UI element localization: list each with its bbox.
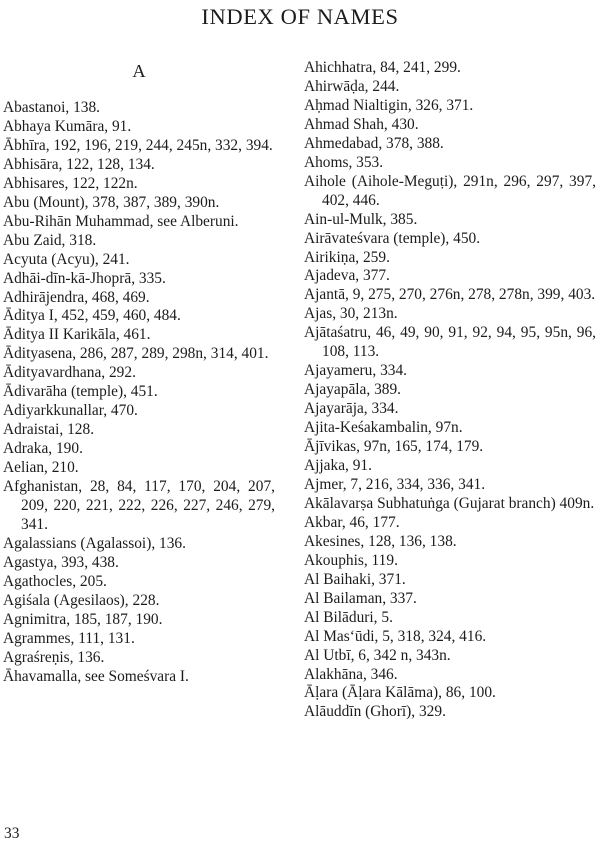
index-entry: Aḥmad Nialtigin, 326, 371. bbox=[304, 96, 474, 114]
index-entry: Ahirwāḍa, 244. bbox=[304, 77, 400, 95]
index-entry: Abastanoi, 138. bbox=[3, 99, 101, 116]
index-entry: Āhavamalla, see Someśvara I. bbox=[3, 667, 189, 685]
index-entry: Āditya I, 452, 459, 460, 484. bbox=[3, 307, 181, 325]
index-entry: Akbar, 46, 177. bbox=[304, 513, 400, 531]
index-entry: Adiyarkkunallar, 470. bbox=[3, 402, 138, 420]
index-entry: Abhisāra, 122, 128, 134. bbox=[3, 155, 155, 173]
index-entry: Abu Zaid, 318. bbox=[3, 231, 97, 249]
index-entry: Ahichhatra, 84, 241, 299. bbox=[304, 59, 461, 76]
index-entry: Akālavarṣa Subhatuṅga (Gujarat branch) 409n. bbox=[304, 494, 595, 512]
index-entry: Airāvateśvara (temple), 450. bbox=[304, 229, 481, 247]
index-entry: Alāuddīn (Ghorī), 329. bbox=[304, 703, 446, 721]
index-entry: Al Utbī, 6, 342 n, 343n. bbox=[304, 646, 451, 664]
index-entry: Abu (Mount), 378, 387, 389, 390n. bbox=[3, 193, 220, 211]
index-entry: Afghanistan, 28, 84, 117, 170, 204, 207, 209, 220, 221, 222, 226, 227, 246, 279, 341. bbox=[3, 478, 275, 533]
index-entry: Āḷara (Āḷara Kālāma), 86, 100. bbox=[304, 684, 496, 702]
index-entry: Abhaya Kumāra, 91. bbox=[3, 117, 132, 135]
index-entry: Ajadeva, 377. bbox=[304, 267, 390, 285]
index-entry: Ajātaśatru, 46, 49, 90, 91, 92, 94, 95, 95n, 96, 108, 113. bbox=[304, 324, 596, 361]
index-entry: Adhirājendra, 468, 469. bbox=[3, 288, 150, 306]
index-entry: Ajita-Keśakambalin, 97n. bbox=[304, 419, 463, 437]
index-entry: Ajayameru, 334. bbox=[304, 362, 407, 380]
index-entry: Al Baihaki, 371. bbox=[304, 570, 406, 588]
index-entry: Airikiṇa, 259. bbox=[304, 248, 390, 266]
index-entry: Ādityavardhana, 292. bbox=[3, 364, 136, 382]
index-entry: Ādivarāha (temple), 451. bbox=[3, 383, 158, 401]
index-entry: Abu-Rihān Muhammad, see Alberuni. bbox=[3, 212, 239, 230]
index-entry: Adraka, 190. bbox=[3, 440, 83, 458]
index-entry: Al Mas‘ūdi, 5, 318, 324, 416. bbox=[304, 627, 487, 645]
index-entry: Agiśala (Agesilaos), 228. bbox=[3, 591, 160, 609]
index-entry: Ābhīra, 192, 196, 219, 244, 245n, 332, 394. bbox=[3, 136, 273, 154]
index-entry: Alakhāna, 346. bbox=[304, 665, 398, 683]
index-entry: Agathocles, 205. bbox=[3, 572, 107, 590]
index-entry: Ajas, 30, 213n. bbox=[304, 305, 398, 323]
index-entry: Akouphis, 119. bbox=[304, 551, 398, 569]
index-entry: Agraśreṇis, 136. bbox=[3, 648, 105, 666]
section-letter: A bbox=[132, 61, 146, 81]
index-entry: Ajjaka, 91. bbox=[304, 457, 372, 475]
index-entry: Aihole (Aihole-Meguṭi), 291n, 296, 297, 397, 402, 446. bbox=[304, 172, 596, 209]
index-entry: Ādityasena, 286, 287, 289, 298n, 314, 401. bbox=[3, 345, 269, 363]
index-entry: Aelian, 210. bbox=[3, 459, 79, 477]
index-entry: Agrammes, 111, 131. bbox=[3, 629, 135, 647]
index-entry: Ahmad Shah, 430. bbox=[304, 115, 419, 133]
index-entry: Al Bailaman, 337. bbox=[304, 589, 417, 607]
index-entries-left bbox=[3, 99, 275, 687]
index-entry: Agalassians (Agalassoi), 136. bbox=[3, 534, 186, 552]
index-entry: Ajayapāla, 389. bbox=[304, 381, 402, 399]
index-entry: Ajantā, 9, 275, 270, 276n, 278, 278n, 399, 403. bbox=[304, 286, 596, 304]
page-number: 33 bbox=[4, 825, 20, 842]
section-gap bbox=[3, 83, 275, 99]
index-entry: Acyuta (Acyu), 241. bbox=[3, 250, 130, 268]
index-entry: Adraistai, 128. bbox=[3, 421, 95, 439]
page-title: INDEX OF NAMES bbox=[201, 4, 399, 29]
index-entries-right bbox=[304, 59, 596, 722]
index-entry: Akesines, 128, 136, 138. bbox=[304, 532, 457, 550]
index-entry: Adhāi-dīn-kā-Jhoprā, 335. bbox=[3, 269, 166, 287]
index-column-right bbox=[304, 59, 596, 722]
index-entry: Ahmedabad, 378, 388. bbox=[304, 134, 444, 152]
index-entry: Ajmer, 7, 216, 334, 336, 341. bbox=[304, 475, 486, 493]
index-entry: Ajayarāja, 334. bbox=[304, 400, 399, 418]
index-entry: Al Bilāduri, 5. bbox=[304, 608, 393, 626]
index-entry: Āditya II Karikāla, 461. bbox=[3, 326, 151, 344]
index-entry: Ahoms, 353. bbox=[304, 153, 384, 171]
index-entry: Abhisares, 122, 122n. bbox=[3, 174, 138, 192]
index-entry: Ājīvikas, 97n, 165, 174, 179. bbox=[304, 438, 484, 456]
index-entry: Ain-ul-Mulk, 385. bbox=[304, 210, 418, 228]
index-entry: Agastya, 393, 438. bbox=[3, 553, 119, 571]
index-column-left bbox=[3, 59, 275, 687]
index-entry: Agnimitra, 185, 187, 190. bbox=[3, 610, 163, 628]
